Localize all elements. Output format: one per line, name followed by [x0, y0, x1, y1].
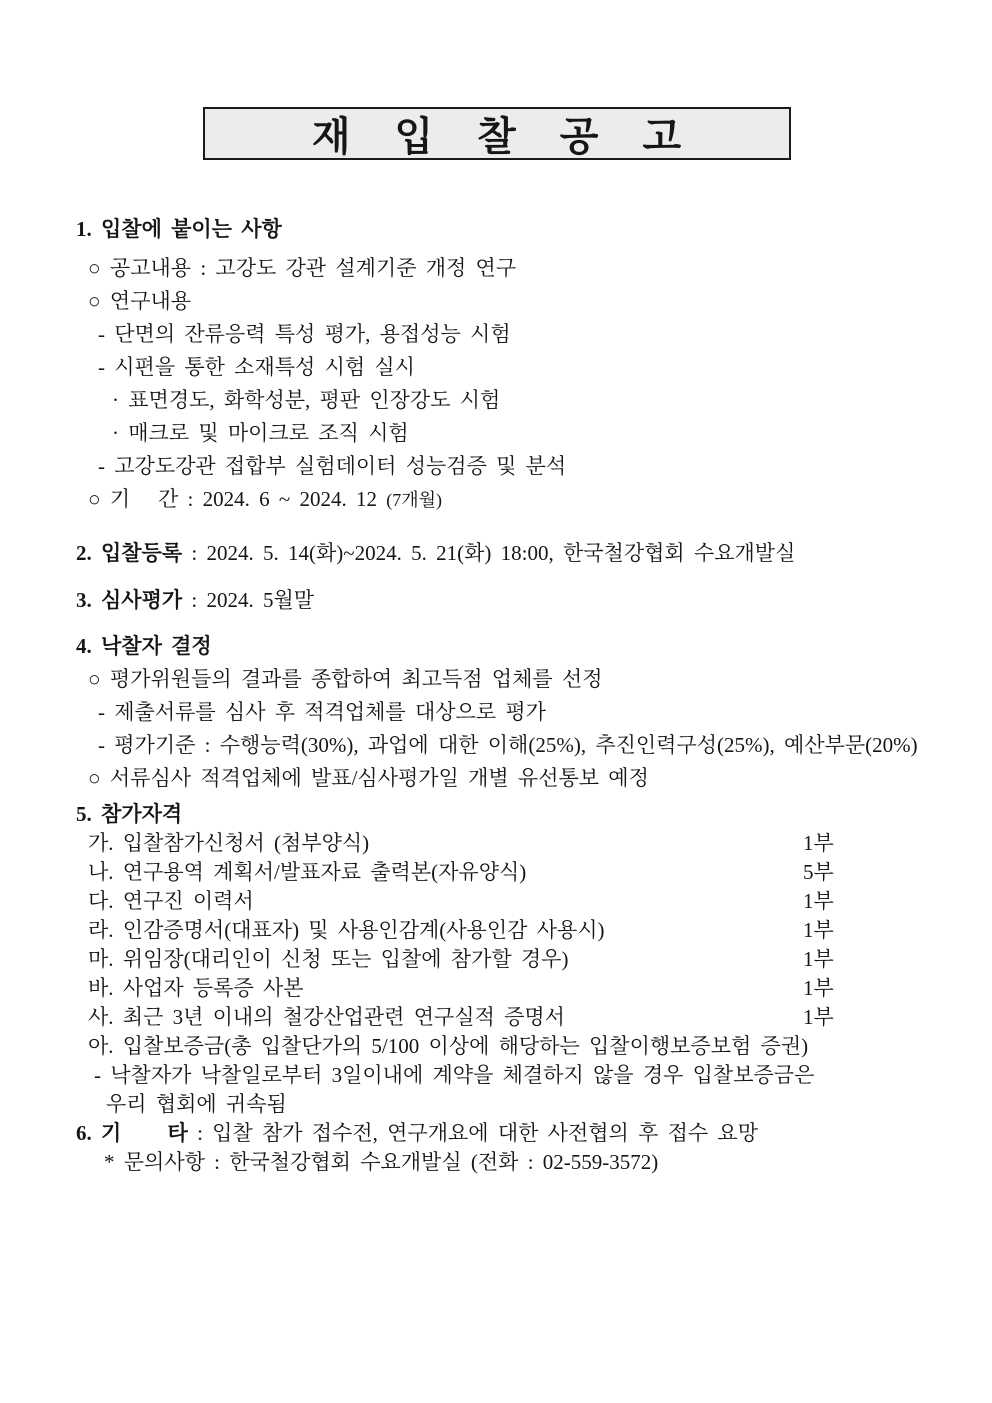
doc-copies: 1부 — [803, 831, 834, 855]
required-doc-row — [0, 887, 992, 916]
doc-name: 아. 입찰보증금(총 입찰단가의 5/100 이상에 해당하는 입찰이행보증보험 증권) — [88, 1034, 809, 1058]
section-2-line — [0, 536, 992, 570]
section-3-line — [0, 583, 992, 617]
section-4-heading: 4. 낙찰자 결정 — [76, 634, 212, 658]
doc-line: · 매크로 및 마이크로 조직 시험 — [112, 421, 409, 445]
doc-name: 사. 최근 3년 이내의 철강산업관련 연구실적 증명서 — [88, 1005, 565, 1029]
doc-line: - 제출서류를 심사 후 적격업체를 대상으로 평가 — [98, 700, 546, 724]
period-duration: (7개월) — [386, 490, 442, 510]
section-1-heading: 1. 입찰에 붙이는 사항 — [76, 217, 282, 241]
page-title: 재 입 찰 공 고 — [311, 114, 683, 159]
doc-line-period — [0, 483, 992, 517]
doc-copies: 1부 — [803, 889, 834, 913]
required-doc-row — [0, 858, 992, 887]
required-doc-row — [0, 974, 992, 1003]
doc-line: ○ 서류심사 적격업체에 발표/심사평가일 개별 유선통보 예정 — [88, 766, 649, 790]
lower-block — [0, 800, 992, 1177]
doc-name: 다. 연구진 이력서 — [88, 889, 254, 913]
doc-line: - 고강도강관 접합부 실험데이터 성능검증 및 분석 — [98, 454, 567, 478]
section-6-label: 6. 기 타 — [76, 1121, 188, 1145]
section-6-value: : 입찰 참가 접수전, 연구개요에 대한 사전협의 후 접수 요망 — [187, 1121, 758, 1145]
required-doc-row — [0, 1032, 992, 1061]
section-2-label: 2. 입찰등록 — [76, 541, 183, 565]
section-5-heading: 5. 참가자격 — [76, 802, 183, 826]
doc-line: 우리 협회에 귀속됨 — [106, 1092, 287, 1116]
doc-name: 나. 연구용역 계획서/발표자료 출력본(자유양식) — [88, 860, 527, 884]
doc-line: - 낙찰자가 낙찰일로부터 3일이내에 계약을 체결하지 않을 경우 입찰보증금은 — [94, 1063, 815, 1087]
period-text: ○ 기 간 : 2024. 6 ~ 2024. 12 — [88, 487, 387, 511]
section-2-value: : 2024. 5. 14(화)~2024. 5. 21(화) 18:00, 한국철강협회 수요개발실 — [182, 541, 796, 565]
doc-name: 가. 입찰참가신청서 (첨부양식) — [88, 831, 370, 855]
section-6-line — [0, 1119, 992, 1148]
doc-line: - 단면의 잔류응력 특성 평가, 용접성능 시험 — [98, 322, 511, 346]
doc-copies: 1부 — [803, 947, 834, 971]
doc-line: ○ 공고내용 : 고강도 강관 설계기준 개정 연구 — [88, 256, 517, 280]
doc-copies: 1부 — [803, 1005, 834, 1029]
doc-line: · 표면경도, 화학성분, 평판 인장강도 시험 — [112, 388, 501, 412]
section-3-value: : 2024. 5월말 — [182, 588, 315, 612]
doc-line: ○ 연구내용 — [88, 289, 192, 313]
required-doc-row — [0, 916, 992, 945]
required-doc-row — [0, 1003, 992, 1032]
contact-note: * 문의사항 : 한국철강협회 수요개발실 (전화 : 02-559-3572) — [104, 1150, 659, 1174]
doc-name: 라. 인감증명서(대표자) 및 사용인감계(사용인감 사용시) — [88, 918, 605, 942]
doc-name: 바. 사업자 등록증 사본 — [88, 976, 304, 1000]
required-doc-row — [0, 829, 992, 858]
required-doc-row — [0, 945, 992, 974]
doc-line: - 시편을 통한 소재특성 시험 실시 — [98, 355, 415, 379]
doc-line: ○ 평가위원들의 결과를 종합하여 최고득점 업체를 선정 — [88, 667, 603, 691]
doc-copies: 1부 — [803, 976, 834, 1000]
doc-copies: 5부 — [803, 860, 834, 884]
section-3-label: 3. 심사평가 — [76, 588, 183, 612]
doc-name: 마. 위임장(대리인이 신청 또는 입찰에 참가할 경우) — [88, 947, 569, 971]
doc-line: - 평가기준 : 수행능력(30%), 과업에 대한 이해(25%), 추진인력구성(25%), 예산부문(20%) — [98, 733, 918, 757]
doc-copies: 1부 — [803, 918, 834, 942]
